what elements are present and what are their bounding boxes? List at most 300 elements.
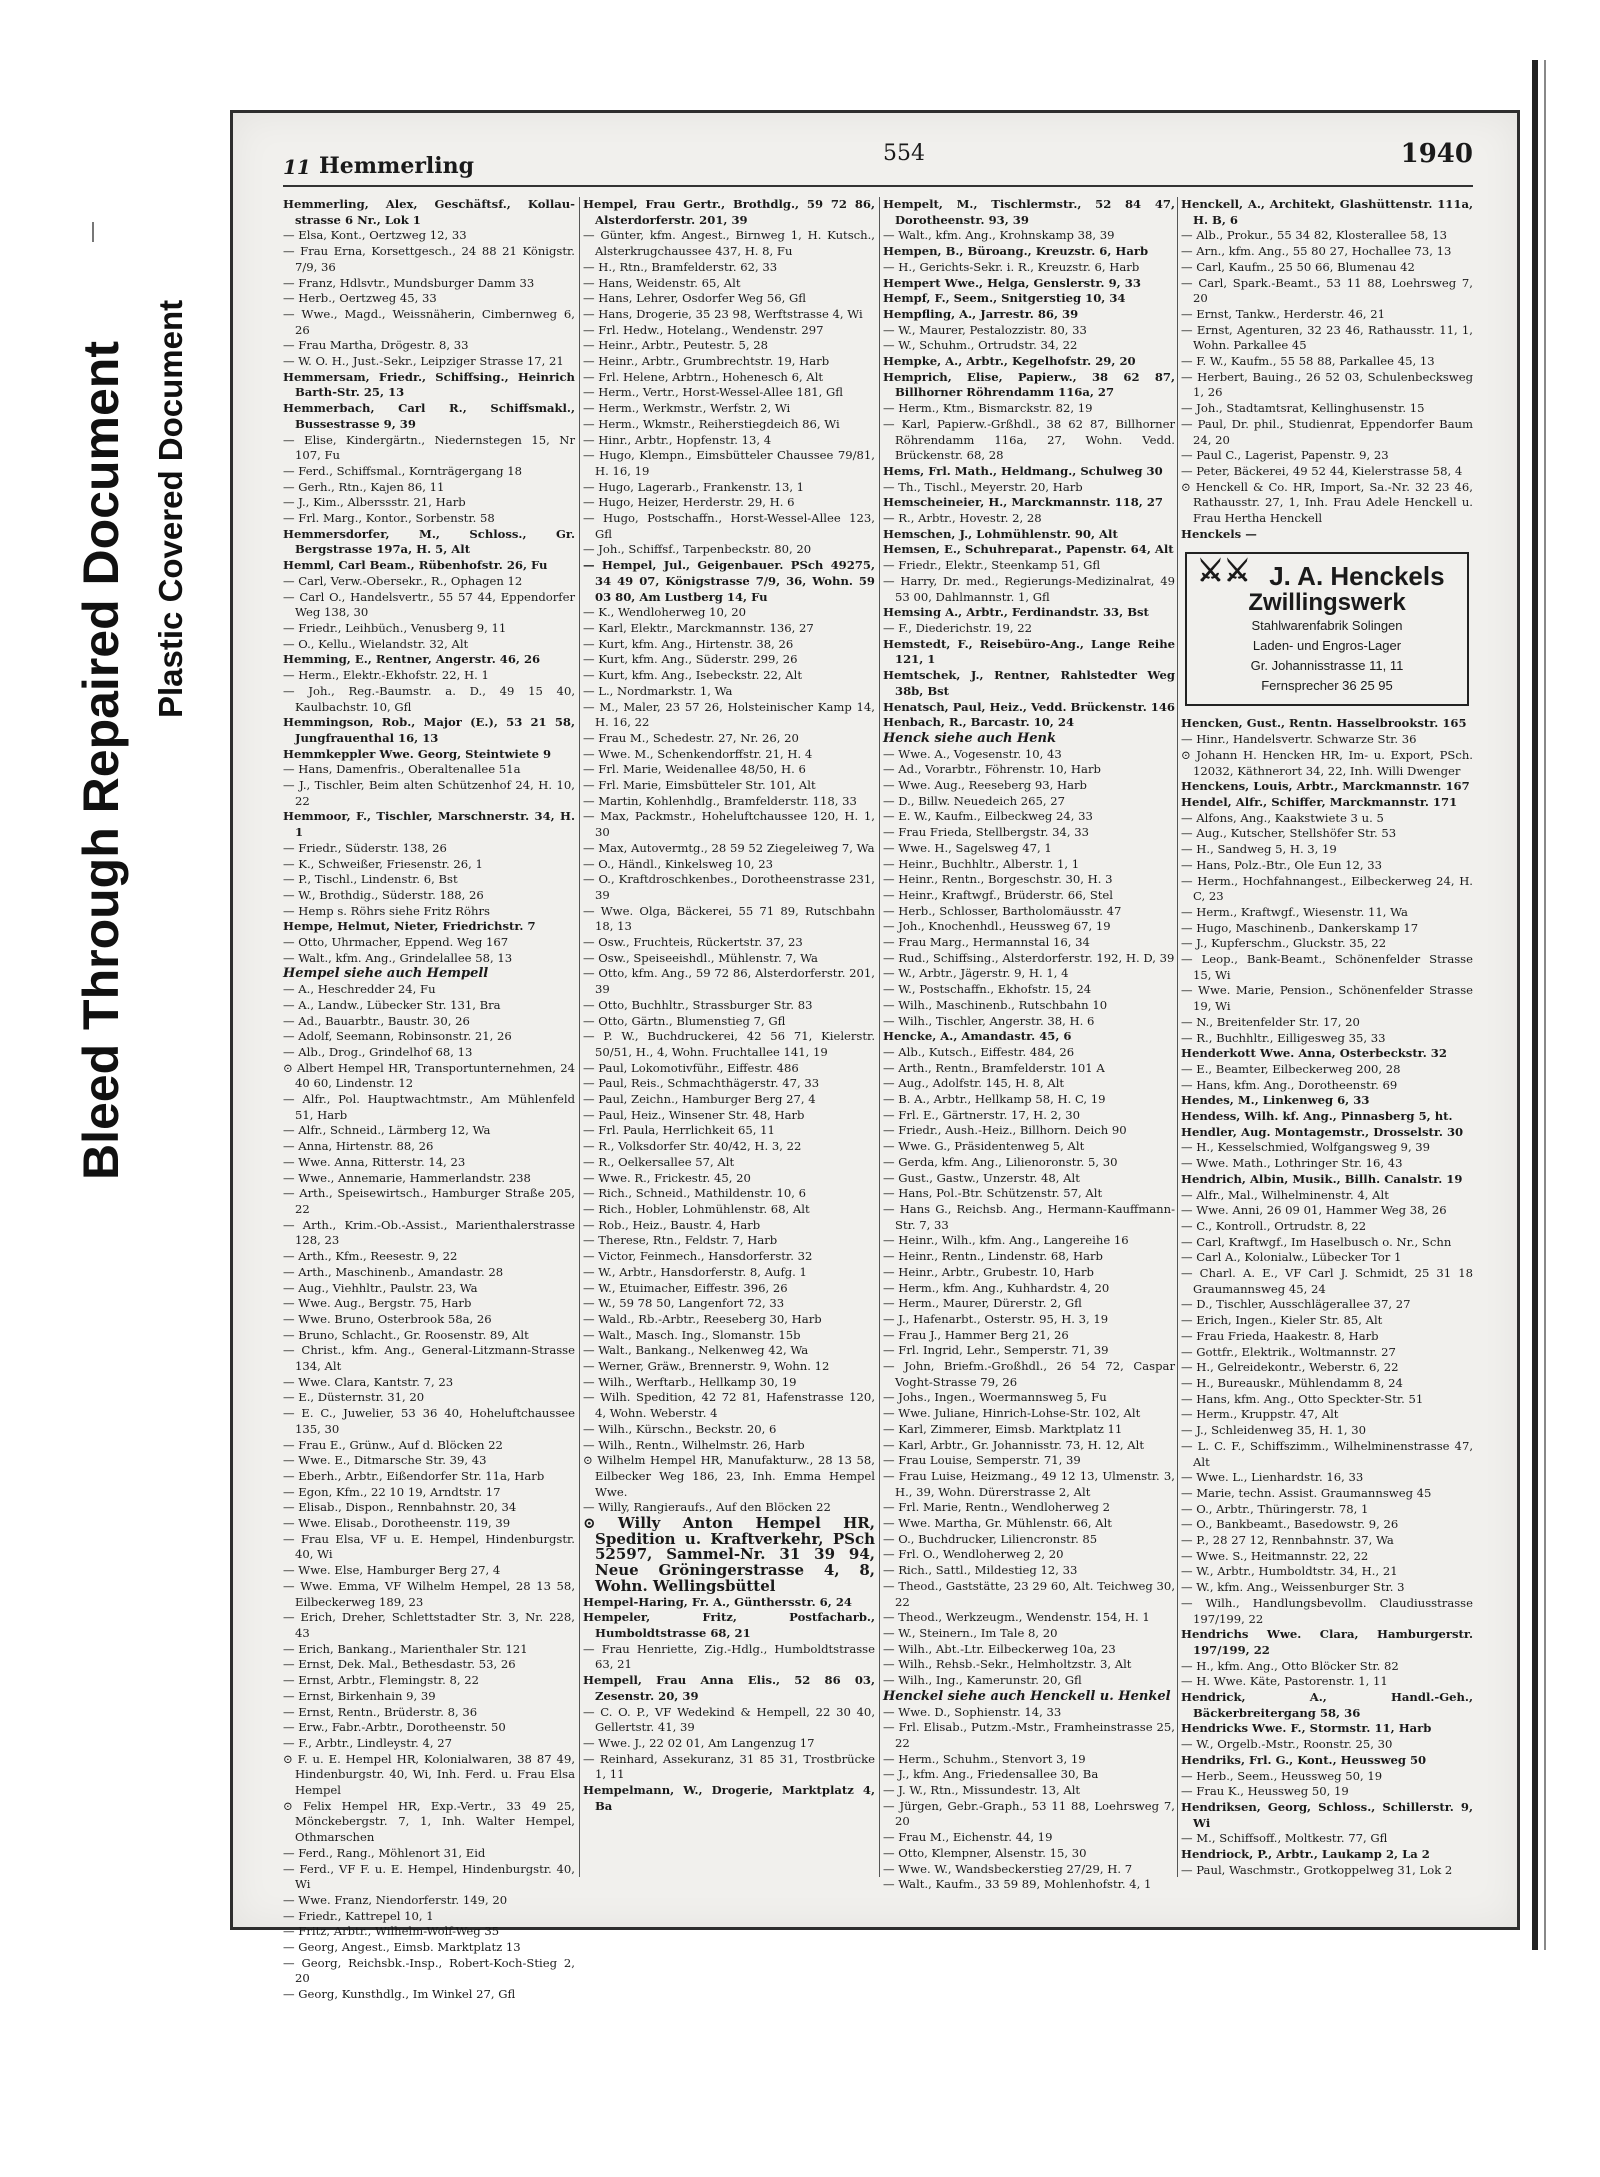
directory-entry: — W. O. H., Just.-Sekr., Leipziger Strasse 17, 21 [283,354,564,369]
directory-entry: — Heinr., Wilh., kfm. Ang., Langereihe 16 [883,1233,1129,1248]
page-number: 554 [883,141,925,166]
directory-entry: — Otto, Gärtn., Blumenstieg 7, Gfl [583,1013,786,1028]
directory-entry: — Aug., Adolfstr. 145, H. 8, Alt [883,1076,1065,1091]
directory-entry: — Frau Frieda, Stellbergstr. 34, 33 [883,825,1090,840]
directory-entry: — Ernst, Birkenhain 9, 39 [283,1688,436,1703]
directory-entry: — R., Volksdorfer Str. 40/42, H. 3, 22 [583,1139,802,1154]
directory-entry: Hempell, Frau Anna Elis., 52 86 03, Zesenstr. 20, 39 [583,1673,875,1703]
directory-entry: — Wald., Rb.-Arbtr., Reeseberg 30, Harb [583,1311,822,1326]
directory-entry: — Frl. Marie, Weidenallee 48/50, H. 6 [583,762,806,777]
directory-entry: — Walt., Bankang., Nelkenweg 42, Wa [583,1343,809,1358]
directory-entry: Henatsch, Paul, Heiz., Vedd. Brückenstr. 146 [883,699,1175,714]
directory-entry: — Carl A., Kolonialw., Lübecker Tor 1 [1181,1250,1402,1265]
directory-entry: — P. W., Buchdruckerei, 42 56 71, Kielerstr. 50/51, H., 4, Wohn. Fruchtallee 141, 19 [583,1029,875,1059]
directory-entry: — Wwe., Magd., Weissnäherin, Cimbernweg 6, 26 [283,306,575,337]
directory-entry: — Wwe. Emma, VF Wilhelm Hempel, 28 13 58, Eilbeckerweg 189, 23 [283,1578,575,1609]
directory-entry: — Heinr., Arbtr., Grumbrechtstr. 19, Harb [583,354,830,369]
directory-entry: — Friedr., Aush.-Heiz., Billhorn. Deich 90 [883,1123,1127,1138]
bleed-through-label: Bleed Through Repaired Document [73,341,129,1180]
directory-entry: — Hans, Polz.-Btr., Ole Eun 12, 33 [1181,857,1383,872]
directory-entry: — Hugo, Postschaffn., Horst-Wessel-Allee 123, Gfl [583,511,875,541]
directory-entry: — Wwe. Aug., Bergstr. 75, Harb [283,1296,472,1311]
directory-entry: Hemsing A., Arbtr., Ferdinandstr. 33, Bst [883,605,1149,620]
directory-entry: — Christ., kfm. Ang., General-Litzmann-Strasse 134, Alt [283,1343,575,1374]
directory-entry: — Ernst, Dek. Mal., Bethesdastr. 53, 26 [283,1657,516,1672]
directory-entry: — K., Schweißer, Friesenstr. 26, 1 [283,856,483,871]
directory-entry: — Carl, Spark.-Beamt., 53 11 88, Loehrsweg 7, 20 [1181,275,1473,306]
directory-entry: Hemsen, E., Schuhreparat., Papenstr. 64, Alt [883,542,1174,557]
directory-entry: — Otto, Buchhltr., Strassburger Str. 83 [583,997,813,1012]
directory-entry: — Wilh., Abt.-Ltr. Eilbeckerweg 10a, 23 [883,1641,1116,1656]
directory-entry: — Joh., Knochenhdl., Heussweg 67, 19 [883,919,1111,934]
directory-entry: — Wilh., Ing., Kamerunstr. 20, Gfl [883,1673,1082,1688]
directory-entry: Hempel siehe auch Hempell [283,966,489,982]
directory-entry: — H., Kesselschmied, Wolfgangsweg 9, 39 [1181,1140,1431,1155]
directory-entry: — Peter, Bäckerei, 49 52 44, Kielerstrasse 58, 4 [1181,463,1463,478]
directory-entry: — W., kfm. Ang., Weissenburger Str. 3 [1181,1580,1405,1595]
directory-entry: — O., Kellu., Wielandstr. 32, Alt [283,636,469,651]
directory-entry: — W., Schuhm., Ortrudstr. 34, 22 [883,338,1078,353]
adjacent-page-edge [1532,60,1538,1950]
directory-entry: — Walt., kfm. Ang., Krohnskamp 38, 39 [883,228,1115,243]
directory-entry: ⊙ Johann H. Hencken HR, Im- u. Export, PSch. 12032, Käthnerort 34, 22, Inh. Willi Dwenger [1181,747,1473,778]
directory-entry: — Martin, Kohlenhdlg., Bramfelderstr. 118, 33 [583,793,857,808]
directory-entry: — Reinhard, Assekuranz, 31 85 31, Trostbrücke 1, 11 [583,1751,875,1782]
directory-entry: ⊙ Albert Hempel HR, Transportunternehmen, 24 40 60, Lindenstr. 12 [283,1060,575,1091]
directory-entry: — Joh., Schiffsf., Tarpenbeckstr. 80, 20 [583,542,812,557]
directory-entry: — Kurt, kfm. Ang., Hirtenstr. 38, 26 [583,636,794,651]
directory-entry: — Ad., Bauarbtr., Baustr. 30, 26 [283,1013,470,1028]
directory-entry: Hempf, F., Seem., Snitgerstieg 10, 34 [883,291,1126,306]
directory-entry: — P., Tischl., Lindenstr. 6, Bst [283,872,458,887]
directory-entry: — Herm., Elektr.-Ekhofstr. 22, H. 1 [283,668,489,683]
twin-figures-logo: ⚔⚔ [1197,555,1251,589]
directory-entry: — Herm., Kraftwgf., Wiesenstr. 11, Wa [1181,904,1408,919]
directory-entry: — E. W., Kaufm., Eilbeckweg 24, 33 [883,809,1093,824]
directory-entry: ⊙ Willy Anton Hempel HR, Spedition u. Kraftverkehr, PSch 52597, Sammel-Nr. 31 39 94, Neue Gröningerstrasse 4, 8, Wohn. Wellingsbüttel [583,1514,875,1595]
directory-entry: — Walt., Masch. Ing., Slomanstr. 15b [583,1327,801,1342]
directory-entry: — F. W., Kaufm., 55 58 88, Parkallee 45, 13 [1181,354,1435,369]
directory-entry: — Otto, kfm. Ang., 59 72 86, Alsterdorferstr. 201, 39 [583,966,875,997]
directory-entry: — Friedr., Leihbüch., Venusberg 9, 11 [283,620,507,635]
directory-entry: — L., Nordmarkstr. 1, Wa [583,683,733,698]
column-1 [283,197,575,2002]
directory-entry: — R., Oelkersallee 57, Alt [583,1154,735,1169]
directory-entry: — Alfr., Mal., Wilhelminenstr. 4, Alt [1181,1187,1389,1202]
directory-entry: — Wwe. Else, Hamburger Berg 27, 4 [283,1563,501,1578]
directory-entry: — E. C., Juwelier, 53 36 40, Hoheluftchaussee 135, 30 [283,1406,575,1436]
directory-entry: Henderkott Wwe. Anna, Osterbeckstr. 32 [1181,1046,1447,1061]
directory-entry: — Wwe. E., Ditmarsche Str. 39, 43 [283,1453,487,1468]
directory-entry: — Hans, Weidenstr. 65, Alt [583,275,741,290]
directory-entry: — W., Maurer, Pestalozzistr. 80, 33 [883,322,1087,337]
directory-entry: — Karl, Elektr., Marckmannstr. 136, 27 [583,620,814,635]
directory-entry: — Hans, Damenfris., Oberaltenallee 51a [283,762,521,777]
directory-entry: — Herm., Hochfahnangest., Eilbeckerweg 24, H. C, 23 [1181,873,1473,904]
directory-entry: — H., kfm. Ang., Otto Blöcker Str. 82 [1181,1658,1399,1673]
directory-entry: — W., Arbtr., Hansdorferstr. 8, Aufg. 1 [583,1264,807,1279]
directory-entry: — Wwe. L., Lienhardstr. 16, 33 [1181,1470,1364,1485]
directory-entry: — Charl. A. E., VF Carl J. Schmidt, 25 31 18 Graumannsweg 45, 24 [1181,1266,1473,1296]
directory-entry: — Harry, Dr. med., Regierungs-Medizinalrat, 49 53 00, Dahlmannstr. 1, Gfl [883,573,1175,604]
directory-entry: — W., Brothdig., Süderstr. 188, 26 [283,887,484,902]
directory-entry: — Georg, Reichsbk.-Insp., Robert-Koch-Stieg 2, 20 [283,1955,575,1986]
directory-entry: — Fritz, Arbtr., Wilhelm-Wolf-Weg 35 [283,1924,500,1939]
directory-entry: — Herm., Vertr., Horst-Wessel-Allee 181, Gfl [583,385,843,400]
directory-entry: — O., Händl., Kinkelsweg 10, 23 [583,856,773,871]
directory-entry: — Frl. Marie, Rentn., Wendloherweg 2 [883,1500,1110,1515]
directory-entry: — Ferd., Schiffsmal., Kornträgergang 18 [283,463,522,478]
directory-entry: — Kurt, kfm. Ang., Isebeckstr. 22, Alt [583,668,803,683]
directory-entry: Hempert Wwe., Helga, Genslerstr. 9, 33 [883,275,1141,290]
directory-entry: Hendess, Wilh. kf. Ang., Pinnasberg 5, ht. [1181,1109,1453,1124]
directory-entry: — L. C. F., Schiffszimm., Wilhelminenstrasse 47, Alt [1181,1438,1473,1469]
directory-entry: — Herm., kfm. Ang., Kuhhardstr. 4, 20 [883,1280,1110,1295]
directory-entry: — Erw., Fabr.-Arbtr., Dorotheenstr. 50 [283,1720,506,1735]
directory-entry: — Aug., Kutscher, Stellshöfer Str. 53 [1181,826,1397,841]
directory-entry: Hendriks, Frl. G., Kont., Heussweg 50 [1181,1752,1427,1767]
directory-entry: — P., 28 27 12, Rennbahnstr. 37, Wa [1181,1533,1394,1548]
directory-entry: — Wwe. D., Sophienstr. 14, 33 [883,1704,1062,1719]
directory-entry: Hemmkeppler Wwe. Georg, Steintwiete 9 [283,746,552,761]
directory-entry: Hempe, Helmut, Nieter, Friedrichstr. 7 [283,919,536,934]
directory-entry: — Leop., Bank-Beamt., Schönenfelder Strasse 15, Wi [1181,952,1473,982]
directory-entry: — Arth., Rentn., Bramfelderstr. 101 A [883,1060,1105,1075]
directory-entry: — Hans, Lehrer, Osdorfer Weg 56, Gfl [583,291,806,306]
directory-entry: — Marie, techn. Assist. Graumannsweg 45 [1181,1485,1432,1500]
directory-entry: — Wwe. Olga, Bäckerei, 55 71 89, Rutschbahn 18, 13 [583,903,875,934]
directory-entry: — Wwe. S., Heitmannstr. 22, 22 [1181,1548,1369,1563]
directory-entry: Henckell, A., Architekt, Glashüttenstr. 111a, H. B, 6 [1181,197,1473,227]
henckels-advertisement [1185,552,1469,706]
directory-entry: — Otto, Uhrmacher, Eppend. Weg 167 [283,935,509,950]
directory-entry: — Wilh., Rehsb.-Sekr., Helmholtzstr. 3, Alt [883,1657,1132,1672]
directory-entry: — Kurt, kfm. Ang., Süderstr. 299, 26 [583,652,798,667]
directory-entry: — Wwe. Anna, Ritterstr. 14, 23 [283,1154,466,1169]
directory-entry: Hemml, Carl Beam., Rübenhofstr. 26, Fu [283,558,548,573]
directory-entry: — Alb., Kutsch., Eiffestr. 484, 26 [883,1044,1075,1059]
directory-entry: — Paul, Reis., Schmachthägerstr. 47, 33 [583,1076,820,1091]
directory-entry: — Paul, Lokomotivführ., Eiffestr. 486 [583,1060,799,1075]
directory-entry: — Herm., Schuhm., Stenvort 3, 19 [883,1751,1086,1766]
directory-entry: Hendel, Alfr., Schiffer, Marckmannstr. 171 [1181,794,1458,809]
directory-entry: — Frl. E., Gärtnerstr. 17, H. 2, 30 [883,1107,1081,1122]
directory-entry: — Arth., Speisewirtsch., Hamburger Straße 205, 22 [283,1186,575,1216]
directory-entry: ⊙ Wilhelm Hempel HR, Manufakturw., 28 13 58, Eilbecker Weg 186, 23, Inh. Emma Hempel Wwe. [583,1453,875,1499]
directory-entry: — Hans, kfm. Ang., Dorotheenstr. 69 [1181,1077,1398,1092]
directory-entry: — Friedr., Kattrepel 10, 1 [283,1908,434,1923]
directory-entry: Hemtschek, J., Rentner, Rahlstedter Weg 38b, Bst [883,668,1175,698]
directory-entry: — Heinr., Rentn., Borgeschstr. 30, H. 3 [883,872,1113,887]
directory-entry: — Frl. Marg., Kontor., Sorbenstr. 58 [283,511,495,526]
directory-entry: Hendrich, Albin, Musik., Billh. Canalstr. 19 [1181,1171,1463,1186]
directory-entry: — Herb., Schlosser, Bartholomäusstr. 47 [883,903,1122,918]
directory-entry: — Alfr., Schneid., Lärmberg 12, Wa [283,1123,491,1138]
directory-entry: Hendes, M., Linkenweg 6, 33 [1181,1093,1370,1108]
directory-entry: — Osw., Fruchteis, Rückertstr. 37, 23 [583,935,803,950]
directory-entry: — A., Landw., Lübecker Str. 131, Bra [283,997,501,1012]
directory-entry: — W., Orgelb.-Mstr., Roonstr. 25, 30 [1181,1737,1393,1752]
directory-entry: — Karl, Zimmerer, Eimsb. Marktplatz 11 [883,1421,1123,1436]
directory-entry: — Wilh. Spedition, 42 72 81, Hafenstrasse 120, 4, Wohn. Weberstr. 4 [583,1390,875,1421]
directory-entry: — Wwe. Elisab., Dorotheenstr. 119, 39 [283,1516,511,1531]
directory-entry: — Ernst, Agenturen, 32 23 46, Rathausstr. 11, 1, Wohn. Parkallee 45 [1181,322,1473,353]
directory-entry: — Frl. O., Wendloherweg 2, 20 [883,1547,1064,1562]
directory-entry: — Rich., Hobler, Lohmühlenstr. 68, Alt [583,1202,810,1216]
year: 1940 [1400,139,1473,169]
directory-entry: — Wilh., Maschinenb., Rutschbahn 10 [883,997,1108,1012]
directory-entry: — Alfr., Pol. Hauptwachtmstr., Am Mühlenfeld 51, Harb [283,1092,575,1122]
directory-entry: — J., kfm. Ang., Friedensallee 30, Ba [883,1767,1099,1782]
directory-entry: — Hans, Pol.-Btr. Schützenstr. 57, Alt [883,1186,1103,1201]
directory-entry: — Hemp s. Röhrs siehe Fritz Röhrs [283,903,490,918]
directory-entry: — Wwe. W., Wandsbeckerstieg 27/29, H. 7 [883,1861,1133,1876]
directory-entry: — Alfons, Ang., Kaakstwiete 3 u. 5 [1181,810,1384,825]
ad-subtitle: Zwillingswerk [1248,589,1406,617]
directory-entry: Henckel siehe auch Henckell u. Henkel [883,1688,1171,1704]
directory-entry: — Frau Marg., Hermannstal 16, 34 [883,935,1090,950]
directory-entry: — W., Steinern., Im Tale 8, 20 [883,1625,1058,1640]
directory-entry: — Therese, Rtn., Feldstr. 7, Harb [583,1233,778,1248]
directory-entry: Hemprich, Elise, Papierw., 38 62 87, Billhorner Röhrendamm 116a, 27 [883,369,1175,400]
directory-entry: — Ernst, Arbtr., Flemingstr. 8, 22 [283,1673,479,1688]
directory-entry: — Arth., Kfm., Reesestr. 9, 22 [283,1249,458,1264]
directory-entry: Hems, Frl. Math., Heldmang., Schulweg 30 [883,463,1163,478]
directory-entry: — Herm., Kruppstr. 47, Alt [1181,1407,1339,1422]
directory-entry: — Wwe. A., Vogesenstr. 10, 43 [883,746,1062,761]
ad-line: Laden- und Engros-Lager [1252,638,1402,654]
directory-entry: — Alb., Drog., Grindelhof 68, 13 [283,1044,473,1059]
directory-entry: — Erich, Bankang., Marienthaler Str. 121 [283,1641,528,1656]
directory-entry: — Herb., Oertzweg 45, 33 [283,291,437,306]
directory-entry: — Wwe. Juliane, Hinrich-Lohse-Str. 102, Alt [883,1406,1141,1421]
column-4 [1181,197,1473,1877]
directory-entry: — E., Beamter, Eilbeckerweg 200, 28 [1181,1061,1401,1076]
directory-entry: — Frau M., Schedestr. 27, Nr. 26, 20 [583,730,799,745]
directory-entry: — O., Kraftdroschkenbes., Dorotheenstrasse 231, 39 [583,872,875,902]
directory-entry: Hemmerling, Alex, Geschäftsf., Kollau-strasse 6 Nr., Lok 1 [283,197,575,227]
directory-entry: — Walt., kfm. Ang., Grindelallee 58, 13 [283,950,513,965]
directory-entry: — Herbert, Bauing., 26 52 03, Schulenbecksweg 1, 26 [1181,369,1473,400]
column-separator [1177,197,1178,1877]
directory-entry: — Eberh., Arbtr., Eißendorfer Str. 11a, Harb [283,1468,545,1483]
directory-entry: — Frau J., Hammer Berg 21, 26 [883,1327,1069,1342]
directory-entry: — Hans G., Reichsb. Ang., Hermann-Kauffmann-Str. 7, 33 [883,1202,1175,1232]
directory-entry: — Elsa, Kont., Oertzweg 12, 33 [283,228,467,243]
directory-entry: — J., Schleidenweg 35, H. 1, 30 [1181,1423,1367,1438]
directory-entry: — Heinr., Rentn., Lindenstr. 68, Harb [883,1249,1103,1264]
directory-entry: — Gerda, kfm. Ang., Lilienoronstr. 5, 30 [883,1154,1118,1169]
directory-entry: — Hugo, Klempn., Eimsbütteler Chaussee 79/81, H. 16, 19 [583,448,875,478]
directory-entry: — Wwe., Annemarie, Hammerlandstr. 238 [283,1170,531,1185]
directory-entry: — Rud., Schiffsing., Alsterdorferstr. 192, H. D, 39 [883,950,1175,965]
directory-entry: Hendrick, A., Handl.-Geh., Bäckerbreitergang 58, 36 [1181,1690,1473,1720]
directory-entry: — Wwe. Martha, Gr. Mühlenstr. 66, Alt [883,1516,1112,1531]
directory-entry: — Heinr., Arbtr., Peutestr. 5, 28 [583,338,768,353]
column-separator [579,197,580,1877]
directory-entry: — Heinr., Arbtr., Grubestr. 10, Harb [883,1264,1094,1279]
directory-entry: Hencken, Gust., Rentn. Hasselbrookstr. 165 [1181,716,1467,731]
directory-entry: — Rob., Heiz., Baustr. 4, Harb [583,1217,761,1232]
directory-entry: — Frau Luise, Heizmang., 49 12 13, Ulmenstr. 3, H., 39, Wohn. Dürerstrasse 2, Alt [883,1468,1175,1499]
directory-entry: — H., Rtn., Bramfelderstr. 62, 33 [583,259,778,274]
directory-entry: — O., Arbtr., Thüringerstr. 78, 1 [1181,1501,1369,1516]
directory-entry: — Alb., Prokur., 55 34 82, Klosterallee 58, 13 [1181,228,1447,243]
directory-entry: — Ernst, Tankw., Herderstr. 46, 21 [1181,306,1386,321]
directory-entry: — Adolf, Seemann, Robinsonstr. 21, 26 [283,1029,512,1044]
directory-entry: — Theod., Werkzeugm., Wendenstr. 154, H. 1 [883,1610,1150,1625]
directory-entry: — Erich, Ingen., Kieler Str. 85, Alt [1181,1313,1383,1328]
directory-entry: — Egon, Kfm., 22 10 19, Arndtstr. 17 [283,1484,501,1499]
directory-entry: — C. O. P., VF Wedekind & Hempell, 22 30 40, Gellertstr. 41, 39 [583,1704,875,1735]
column-separator [879,197,880,1877]
directory-entry: Hemming, E., Rentner, Angerstr. 46, 26 [283,652,541,667]
directory-entry: — Bruno, Schlacht., Gr. Roosenstr. 89, Alt [283,1327,529,1342]
directory-entry: — Ernst, Rentn., Brüderstr. 8, 36 [283,1704,478,1719]
directory-entry: — Franz, Hdlsvtr., Mundsburger Damm 33 [283,275,535,290]
scan-mark [92,222,104,242]
directory-entry: — Erich, Dreher, Schlettstadter Str. 3, Nr. 228, 43 [283,1610,575,1640]
directory-entry: — Hugo, Heizer, Herderstr. 29, H. 6 [583,495,795,510]
directory-entry: — Georg, Kunsthdlg., Im Winkel 27, Gfl [283,1987,516,2002]
directory-entry: — Frau Louise, Semperstr. 71, 39 [883,1453,1081,1468]
directory-entry: — W., Postschaffn., Ekhofstr. 15, 24 [883,982,1092,997]
directory-entry: — Wwe. Anni, 26 09 01, Hammer Weg 38, 26 [1181,1203,1447,1218]
directory-entry: — Willy, Rangieraufs., Auf den Blöcken 22 [583,1500,831,1515]
directory-entry: — W., Arbtr., Jägerstr. 9, H. 1, 4 [883,966,1069,981]
directory-entry: Hendriksen, Georg, Schloss., Schillerstr. 9, Wi [1181,1799,1473,1830]
directory-entry: — J., Kim., Alberssstr. 21, Harb [283,495,466,510]
directory-entry: — Günter, kfm. Angest., Birnweg 1, H. Kutsch., Alsterkrugchaussee 437, H. 8, Fu [583,228,875,259]
directory-entry: — D., Tischler, Ausschlägerallee 37, 27 [1181,1297,1411,1312]
directory-entry: — K., Wendloherweg 10, 20 [583,605,747,620]
directory-entry: — Wwe. H., Sagelsweg 47, 1 [883,840,1052,855]
directory-entry: Hempke, A., Arbtr., Kegelhofstr. 29, 20 [883,354,1136,369]
directory-entry: Hendler, Aug. Montagemstr., Drosselstr. 30 [1181,1124,1464,1139]
directory-entry: — E., Düsternstr. 31, 20 [283,1390,425,1405]
directory-entry: — M., Schiffsoff., Moltkestr. 77, Gfl [1181,1831,1388,1846]
directory-entry: — F., Diederichstr. 19, 22 [883,620,1033,635]
directory-entry: — W., Etuimacher, Eiffestr. 396, 26 [583,1280,788,1295]
directory-entry: — J., Kupferschm., Gluckstr. 35, 22 [1181,936,1387,951]
directory-entry: — Herm., Ktm., Bismarckstr. 82, 19 [883,401,1093,416]
directory-entry: Hempfling, A., Jarrestr. 86, 39 [883,306,1079,321]
directory-entry: Hempeler, Fritz, Postfacharb., Humboldtstrasse 68, 21 [583,1610,875,1640]
directory-entry: — J., Tischler, Beim alten Schützenhof 24, H. 10, 22 [283,778,575,808]
directory-entry: — Frau Martha, Drögestr. 8, 33 [283,338,469,353]
directory-entry: — Paul, Waschmstr., Grotkoppelweg 31, Lok 2 [1181,1862,1453,1877]
directory-entry: — H., Gelreidekontr., Weberstr. 6, 22 [1181,1360,1399,1375]
directory-entry: — Frau Henriette, Zig.-Hdlg., Humboldtstrasse 63, 21 [583,1641,875,1672]
directory-entry: Hemschen, J., Lohmühlenstr. 90, Alt [883,526,1118,541]
directory-entry: — Carl O., Handelsvertr., 55 57 44, Eppendorfer Weg 138, 30 [283,589,575,620]
column-3 [883,197,1175,1892]
directory-entry: — Hempel, Jul., Geigenbauer. PSch 49275, 34 49 07, Königstrasse 7/9, 36, Wohn. 59 03 80, Am Lustberg 14, Fu [583,558,875,604]
directory-entry: ⊙ Henckell & Co. HR, Import, Sa.-Nr. 32 23 46, Rathausstr. 27, 1, Inh. Frau Adele Henckell u. Frau Hertha Henckell [1181,479,1473,526]
directory-entry: — O., Buchdrucker, Liliencronstr. 85 [883,1531,1098,1546]
directory-entry: — Max, Autovermtg., 28 59 52 Ziegeleiweg 7, Wa [583,840,875,855]
directory-entry: ⊙ Felix Hempel HR, Exp.-Vertr., 33 49 25, Mönckebergstr. 7, 1, Inh. Walter Hempel, Othmarschen [283,1798,575,1845]
directory-entry: — Carl, Kraftwgf., Im Haselbusch o. Nr., Schn [1181,1234,1452,1249]
directory-entry: — Wilh., Werftarb., Hellkamp 30, 19 [583,1374,797,1389]
directory-entry: — Frl. Elisab., Putzm.-Mstr., Framheinstrasse 25, 22 [883,1720,1175,1750]
directory-entry: — Frl. Helene, Arbtrn., Hohenesch 6, Alt [583,369,824,384]
directory-entry: — Frau E., Grünw., Auf d. Blöcken 22 [283,1437,503,1452]
directory-entry: — Karl, Papierw.-Grßhdl., 38 62 87, Billhorner Röhrendamm 116a, 27, Wohn. Vedd. Brückenstr. 68, 28 [883,416,1175,463]
directory-entry: Hemmersam, Friedr., Schiffsing., Heinrich Barth-Str. 25, 13 [283,369,575,400]
directory-entry: — Herm., Wkmstr., Reiherstiegdeich 86, Wi [583,416,840,431]
directory-entry: — Friedr., Elektr., Steenkamp 51, Gfl [883,558,1101,573]
directory-entry: — N., Breitenfelder Str. 17, 20 [1181,1014,1360,1029]
directory-entry: — Frau K., Heussweg 50, 19 [1181,1784,1349,1799]
directory-entry: — Wilh., Tischler, Angerstr. 38, H. 6 [883,1013,1095,1028]
directory-entry: — Paul, Heiz., Winsener Str. 48, Harb [583,1107,805,1122]
directory-entry: — Frau Erna, Korsettgesch., 24 88 21 Königstr. 7/9, 36 [283,244,575,274]
directory-entry: — Gerh., Rtn., Kajen 86, 11 [283,479,445,494]
directory-entry: — Herm., Werkmstr., Werfstr. 2, Wi [583,401,791,416]
directory-entry: — Th., Tischl., Meyerstr. 20, Harb [883,479,1083,494]
directory-entry: — W., 59 78 50, Langenfort 72, 33 [583,1296,785,1311]
section-number: 11 [283,155,311,179]
directory-entry: — Victor, Feinmech., Hansdorferstr. 32 [583,1249,813,1264]
directory-entry: — Ad., Vorarbtr., Föhrenstr. 10, Harb [883,762,1101,777]
directory-entry: — Elise, Kindergärtn., Niedernstegen 15, Nr 107, Fu [283,432,575,463]
directory-entry: Hendrichs Wwe. Clara, Hamburgerstr. 197/199, 22 [1181,1627,1473,1657]
directory-entry: — R., Arbtr., Hovestr. 2, 28 [883,511,1042,526]
directory-entry: — Elisab., Dispon., Rennbahnstr. 20, 34 [283,1500,517,1515]
directory-entry: — Karl, Arbtr., Gr. Johannisstr. 73, H. 12, Alt [883,1437,1145,1452]
directory-entry: — Wilh., Handlungsbevollm. Claudiusstrasse 197/199, 22 [1181,1595,1473,1626]
directory-entry: — B. A., Arbtr., Hellkamp 58, H. C, 19 [883,1092,1106,1107]
directory-entry: — Frl. Hedw., Hotelang., Wendenstr. 297 [583,322,824,337]
column-2 [583,197,875,1877]
directory-entry: — H., Gerichts-Sekr. i. R., Kreuzstr. 6, Harb [883,259,1140,274]
directory-entry: Hendricks Wwe. F., Stormstr. 11, Harb [1181,1721,1432,1736]
directory-entry: — J., Hafenarbt., Osterstr. 95, H. 3, 19 [883,1311,1109,1326]
directory-entry: — Carl, Kaufm., 25 50 66, Blumenau 42 [1181,259,1415,274]
directory-entry: — Hugo, Lagerarb., Frankenstr. 13, 1 [583,479,805,494]
directory-entry: — Frau M., Eichenstr. 44, 19 [883,1830,1053,1845]
directory-entry: — H., Bureauskr., Mühlendamm 8, 24 [1181,1376,1403,1390]
directory-entry: — Frau Elsa, VF u. E. Hempel, Hindenburgstr. 40, Wi [283,1531,575,1562]
directory-entry: — Wwe. Franz, Niendorferstr. 149, 20 [283,1892,508,1907]
directory-entry: — Aug., Viehhltr., Paulstr. 23, Wa [283,1280,478,1295]
directory-page [230,110,1520,2002]
directory-entry: Hempen, B., Büroang., Kreuzstr. 6, Harb [883,244,1149,259]
directory-entry: — O., Bankbeamt., Basedowstr. 9, 26 [1181,1517,1399,1532]
directory-entry: Hemscheineier, H., Marckmannstr. 118, 27 [883,495,1163,510]
directory-entry: — Gust., Gastw., Unzerstr. 48, Alt [883,1170,1080,1185]
directory-entry: Hemmingson, Rob., Major (E.), 53 21 58, Jungfrauenthal 16, 13 [283,715,575,745]
ad-line: Fernsprecher 36 25 95 [1261,678,1393,694]
directory-entry: — Heinr., Buchhltr., Alberstr. 1, 1 [883,856,1080,871]
page-header [283,141,1473,181]
directory-entry: — Paul C., Lagerist, Papenstr. 9, 23 [1181,448,1389,463]
directory-entry: — W., Arbtr., Humboldtstr. 34, H., 21 [1181,1564,1398,1579]
directory-entry: — Arth., Maschinenb., Amandastr. 28 [283,1264,504,1279]
directory-entry: — Arn., kfm. Ang., 55 80 27, Hochallee 73, 13 [1181,244,1452,259]
plastic-covered-label: Plastic Covered Document [152,299,189,718]
directory-entry: ⊙ F. u. E. Hempel HR, Kolonialwaren, 38 87 49, Hindenburgstr. 40, Wi, Inh. Ferd. u. Frau Elsa Hempel [283,1751,575,1798]
directory-entry: — Walt., Kaufm., 33 59 89, Mohlenhofstr. 4, 1 [883,1877,1152,1892]
directory-entry: — Wwe. R., Frickestr. 45, 20 [583,1170,751,1185]
directory-entry: Hendriock, P., Arbtr., Laukamp 2, La 2 [1181,1847,1430,1862]
directory-entry: — Heinr., Kraftwgf., Brüderstr. 66, Stel [883,887,1113,902]
directory-entry: — Rich., Sattl., Mildestieg 12, 33 [883,1563,1078,1578]
directory-entry: Henbach, R., Barcastr. 10, 24 [883,715,1075,730]
directory-entry: — Frl. Paula, Herrlichkeit 65, 11 [583,1123,775,1138]
directory-entry: — Anna, Hirtenstr. 88, 26 [283,1139,434,1154]
